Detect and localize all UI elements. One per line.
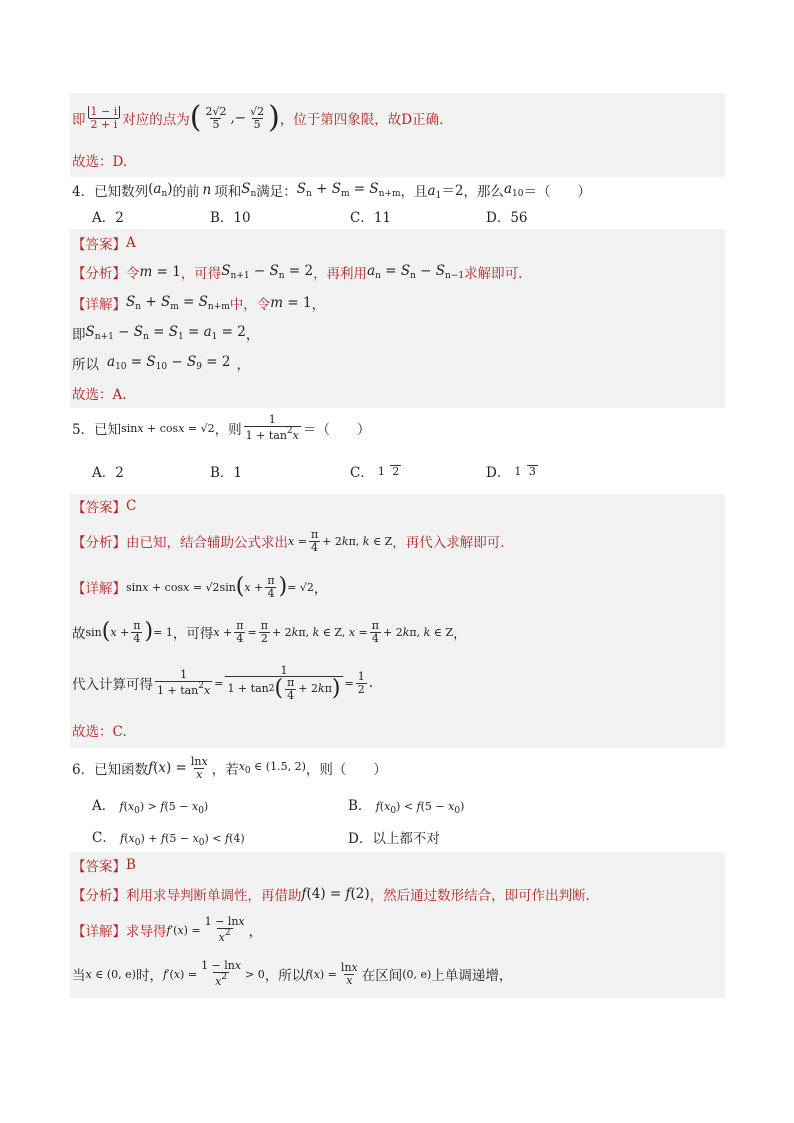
- q5-answer-line: [70, 494, 725, 518]
- q4-a10: $a_{10}$: [503, 181, 524, 199]
- q3-pt-y-num: √2: [250, 104, 265, 118]
- q6-f4-f2: f(4) = f(2): [301, 886, 370, 902]
- q3-pt-x-den: 5: [212, 117, 220, 131]
- q5-detail-comma: ，: [313, 581, 328, 597]
- q5-option-c-label: C．: [350, 465, 374, 481]
- q5-d2-k: + 2kπ, k ∈ Z, x =: [271, 625, 368, 639]
- q6-detail-comma: ，: [248, 924, 263, 940]
- q5-answer-tag: 【答案】: [72, 500, 126, 516]
- q4-stem-f: ，那么: [463, 184, 504, 200]
- q6-d2-e: 上单调递增，: [431, 968, 513, 984]
- q4-detail-m: m = 1: [270, 294, 312, 311]
- q3-comma: ,−: [230, 110, 247, 126]
- q6-opt-a-expr: f(x0) > f(5 − x0): [119, 800, 209, 816]
- q6-stem-b: ，若: [211, 762, 239, 778]
- q6-d2-lead: 当: [72, 968, 86, 984]
- q3-pt-y: [248, 106, 266, 130]
- q6-d2-fprime: f′(x) =: [162, 967, 198, 981]
- q5-condition: sinx + cosx = √2: [121, 421, 215, 435]
- q5-d2-pi2: $\frac{\pi}{2}$: [260, 618, 268, 645]
- q6-d2-d: 在区间: [361, 968, 403, 984]
- q4-stem-d: 满足：: [256, 184, 297, 200]
- q6-stem-a: 6．已知函数: [72, 762, 149, 778]
- q6-analysis-b: ，然后通过数形结合，即可作出判断.: [369, 888, 590, 904]
- q4-n: n: [202, 182, 212, 198]
- q5-option-b[interactable]: B．1: [210, 465, 243, 481]
- q4-answer-tag: 【答案】: [72, 237, 126, 253]
- q6-options-row2: [70, 822, 725, 852]
- q5-d3-frac1: $\frac{1}{1 + \tan^2x}$: [157, 668, 211, 697]
- q4-answer-line: [70, 229, 725, 257]
- q5-detail-line: [70, 564, 725, 610]
- q6-answer: B: [126, 857, 136, 873]
- q5-target-frac: [244, 414, 301, 441]
- q4-detail-b: ，: [311, 296, 326, 313]
- q5-d2-pi4: $\frac{\pi}{4}$: [133, 618, 141, 645]
- q3-lead: 即: [72, 112, 86, 128]
- q4-condition: $S_n + S_m = S_{n+m}$: [296, 181, 401, 199]
- q5-d2-sin: sin: [85, 625, 102, 639]
- q6-d2-gt0: > 0: [245, 967, 265, 981]
- q5-analysis-tag: 【分析】: [72, 535, 126, 551]
- q5-option-d-frac: [512, 465, 538, 478]
- q4-d3-eq: $a_{10} = S_{10} - S_9 = 2$: [107, 354, 231, 372]
- q5-d2-x2: x +: [213, 625, 233, 639]
- q5-d2-x: x +: [110, 625, 130, 639]
- q5-detail-tag: 【详解】: [72, 581, 126, 597]
- q5-option-d-label: D．: [486, 465, 511, 481]
- q6-analysis-a: 利用求导判断单调性，再借助: [126, 888, 302, 904]
- q6-x0-range: $x_0$ ∈ (1.5, 2): [238, 760, 306, 776]
- q4-option-a[interactable]: A．2: [92, 210, 124, 226]
- q6-options-row1: [70, 788, 725, 822]
- q6-option-c[interactable]: [92, 826, 348, 848]
- q4-analysis-tag: 【分析】: [72, 266, 126, 282]
- q5-options: [70, 448, 725, 494]
- q6-d2-interval: (0, e): [402, 967, 432, 981]
- q5-d3-eq: =: [214, 676, 224, 690]
- q6-lnx-over-x: $\frac{\ln x}{x}$: [190, 754, 208, 781]
- q5-stem-b: ，则: [214, 422, 242, 438]
- q4-d2-lead: 即: [72, 327, 86, 343]
- q3-pt-x-num: 2√2: [205, 104, 227, 118]
- q3-pt-y-den: 5: [253, 117, 261, 131]
- q5-x-solution: x =: [288, 534, 307, 548]
- q5-d2-rp: ): [144, 619, 154, 644]
- q5-d2-lead: 故: [72, 626, 86, 642]
- q6-d2-f: f(x) =: [305, 967, 337, 981]
- q4-option-c[interactable]: C．11: [350, 210, 392, 226]
- q3-right-paren: ): [268, 100, 280, 135]
- q4-option-d[interactable]: D．56: [486, 210, 528, 226]
- q6-answer-line: [70, 852, 725, 878]
- q5-x-solution-tail: + 2kπ, k ∈ Z: [322, 534, 393, 548]
- q6-opt-c-label: C．: [92, 830, 116, 846]
- q6-d2-frac: $\frac{1 - \ln x}{x^2}$: [201, 959, 242, 988]
- q5-detail-line2: [70, 610, 725, 654]
- q5-d2-pi4b: $\frac{\pi}{4}$: [236, 618, 244, 645]
- q6-stem: [70, 748, 725, 788]
- q4-analysis-c: ，再利用: [313, 266, 368, 282]
- q4-d2-tail: ，: [245, 327, 260, 343]
- q3-complex-fraction: [88, 106, 121, 130]
- q5-analysis-a: 由已知，结合辅助公式求出: [126, 535, 288, 551]
- q6-opt-c-expr: f(x0) + f(5 − x0) < f(4): [120, 832, 245, 848]
- q4-detail-line3: [70, 348, 725, 378]
- q6-option-d[interactable]: D．以上都不对: [348, 831, 440, 847]
- q5-eq-sqrt2: = √2: [287, 580, 314, 594]
- q6-analysis-tag: 【分析】: [72, 888, 126, 904]
- document-page: [70, 93, 725, 998]
- q6-d2-range: x ∈ (0, e): [85, 967, 136, 981]
- q6-option-a[interactable]: [92, 794, 348, 816]
- q5-opt-d-num: 1: [514, 464, 522, 478]
- q3-tail: ，位于第四象限，故D正确.: [279, 112, 444, 128]
- q6-d2-c: ，所以: [264, 968, 306, 984]
- q4-analysis-a: 令: [126, 266, 140, 282]
- q4-d2-eq: $S_{n+1} - S_n = S_1 = a_1 = 2$: [85, 324, 246, 342]
- q4-analysis-d: 求解即可.: [464, 266, 523, 282]
- q4-detail-line: [70, 287, 725, 318]
- q5-d2-k2: + 2kπ, k ∈ Z: [383, 625, 454, 639]
- q4-stem-b: 的前: [172, 184, 200, 200]
- q4-detail-tag: 【详解】: [72, 296, 126, 313]
- q4-stem-a: 4．已知数列: [72, 184, 149, 200]
- q3-pt-x: [203, 106, 228, 130]
- q4-d3-lead: 所以: [72, 357, 99, 373]
- q5-d3-lead: 代入计算可得: [72, 677, 153, 693]
- q6-solution-block: [70, 852, 725, 998]
- q4-an-formula: $a_n = S_n - S_{n-1}$: [367, 263, 465, 281]
- q5-analysis-b: ，再代入求解即可.: [392, 535, 505, 551]
- q4-sn: $S_n$: [241, 181, 257, 199]
- q5-option-d[interactable]: [486, 461, 540, 481]
- q5-option-c-frac: [376, 465, 402, 478]
- q4-answer: A: [126, 235, 136, 251]
- q4-seq-an: $(a_n)$: [148, 181, 173, 199]
- q6-d2-lnx: $\frac{\ln x}{x}$: [340, 960, 358, 987]
- q5-d3-frac2: 1 1 + tan 2 ( $\frac{\pi}{4}$ + 2 k π ): [227, 663, 341, 702]
- q4-diff: $S_{n+1} - S_n = 2$: [221, 263, 314, 281]
- q6-analysis-line: [70, 878, 725, 910]
- q4-detail-eq: $S_n + S_m = S_{n+m}$: [126, 293, 230, 312]
- q5-target-den: $1 + \tan^2x$: [245, 426, 299, 442]
- q4-stem-e: ，且: [400, 184, 428, 200]
- q6-d2-b: 时，: [135, 968, 163, 984]
- q6-opt-b-expr: f(x0) < f(5 − x0): [375, 800, 465, 816]
- q4-choose: 故选：A.: [72, 387, 127, 403]
- q3-choose: 故选：D.: [72, 154, 128, 170]
- q5-stem-a: 5．已知: [72, 422, 122, 438]
- q5-stem: [70, 408, 725, 448]
- q4-stem-g: ＝（ ）: [523, 184, 591, 200]
- q5-d2-mid: ，可得: [172, 626, 214, 642]
- q5-pi-4: $\frac{\pi}{4}$: [310, 527, 319, 554]
- q6-detail-tag: 【详解】: [72, 924, 126, 940]
- q5-d2-pi4c: $\frac{\pi}{4}$: [371, 618, 380, 645]
- q3-solution-block: [70, 93, 725, 177]
- q5-lp: (: [235, 574, 245, 599]
- q5-choose: 故选：C.: [72, 724, 127, 740]
- q6-fx: f(x) =: [148, 760, 187, 776]
- q4-stem: [70, 177, 725, 203]
- q5-stem-c: ＝（ ）: [302, 422, 371, 438]
- q3-line-point: [70, 93, 725, 143]
- q6-stem-c: ，则（ ）: [305, 762, 387, 778]
- q6-detail-line: [70, 910, 725, 950]
- q5-d2-lp: (: [101, 619, 111, 644]
- q3-mid: 对应的点为: [122, 112, 190, 128]
- q5-analysis-line: [70, 518, 725, 564]
- q5-opt-c-num: 1: [377, 464, 385, 478]
- q4-analysis-line: [70, 257, 725, 287]
- q4-analysis-b: ，可得: [180, 266, 222, 282]
- q5-x-plus: x +: [244, 580, 264, 594]
- q5-pi-4-b: $\frac{\pi}{4}$: [267, 573, 275, 600]
- q4-m-eq-1: m = 1: [139, 264, 181, 280]
- q6-fprime: f′(x) =: [166, 923, 201, 937]
- q5-d2-eq1: = 1: [153, 625, 173, 639]
- q5-detail-line3: [70, 654, 725, 712]
- q6-opt-a-label: A．: [92, 798, 116, 814]
- q5-target-num: 1: [268, 413, 276, 427]
- q3-left-paren: (: [189, 100, 202, 135]
- q4-solution-block: [70, 229, 725, 408]
- q6-opt-b-label: B．: [348, 798, 372, 814]
- q5-option-c[interactable]: [350, 461, 486, 481]
- q5-d3-half: $\frac{1}{2}$: [357, 669, 365, 696]
- q4-detail-a: 中，令: [229, 296, 271, 313]
- q4-d3-tail: ，: [236, 357, 250, 373]
- q5-option-a[interactable]: A．2: [92, 465, 124, 481]
- q6-deriv-frac: $\frac{1 - \ln x}{x^2}$: [204, 915, 245, 944]
- q5-opt-d-den: 3: [528, 464, 536, 478]
- q4-detail-line2: [70, 318, 725, 348]
- q4-options: [70, 203, 725, 229]
- q5-detail-eq-a: sinx + cosx = √2sin: [126, 580, 236, 594]
- q3-frac-den: 2 + i: [90, 117, 118, 131]
- q4-stem-c: 项和: [214, 184, 242, 200]
- q5-d2-eq: =: [247, 625, 257, 639]
- q5-solution-block: [70, 494, 725, 748]
- q6-detail-a: 求导得: [126, 924, 167, 940]
- q4-a1: $a_1=2$: [427, 183, 464, 201]
- q5-d2-tail: ，: [453, 626, 467, 642]
- q6-option-b[interactable]: [348, 794, 464, 816]
- q3-frac-num: 1 − i: [88, 106, 121, 118]
- q5-d3-period: .: [368, 675, 374, 691]
- q6-detail-line2: [70, 950, 725, 998]
- q5-answer: C: [126, 498, 137, 514]
- q5-d3-eq2: =: [344, 676, 354, 690]
- q4-option-b[interactable]: B．10: [210, 210, 251, 226]
- q6-answer-tag: 【答案】: [72, 859, 126, 875]
- q5-opt-c-den: 2: [392, 464, 400, 478]
- q5-rp: ): [278, 574, 288, 599]
